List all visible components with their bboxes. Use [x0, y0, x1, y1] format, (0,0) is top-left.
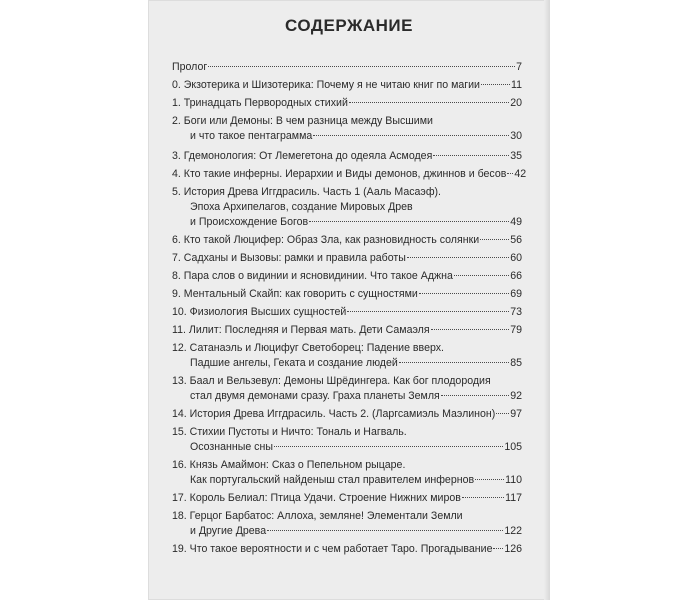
toc-entry[interactable] — [172, 78, 522, 93]
toc-entry[interactable] — [172, 458, 522, 488]
dot-leader — [208, 66, 515, 67]
toc-entry[interactable] — [172, 407, 522, 422]
toc-entry-title: Пролог — [172, 61, 208, 73]
dot-leader — [462, 497, 504, 498]
toc-line — [172, 129, 522, 144]
toc-entry[interactable] — [172, 491, 522, 506]
toc-line — [172, 233, 522, 248]
toc-entry-title: 16. Князь Амаймон: Сказ о Пепельном рыцаре. — [172, 459, 406, 471]
toc-line — [172, 149, 522, 164]
toc-entry-title: 13. Баал и Вельзевул: Демоны Шрёдингера. Как бог плодородия — [172, 375, 491, 387]
dot-leader — [433, 155, 509, 156]
toc-line — [172, 78, 522, 93]
toc-page-number: 7 — [516, 61, 522, 73]
table-of-contents — [172, 57, 527, 557]
toc-page-number: 117 — [505, 492, 522, 504]
toc-page-number: 110 — [505, 474, 522, 486]
toc-entry-title: 17. Король Белиал: Птица Удачи. Строение Нижних миров — [172, 492, 461, 504]
toc-page-number: 11 — [511, 79, 522, 91]
toc-entry-title: 3. Гдемонология: От Лемегетона до одеяла Асмодея — [172, 150, 433, 162]
toc-page-number: 66 — [510, 270, 522, 282]
toc-page-number: 56 — [510, 234, 522, 246]
toc-entry[interactable] — [172, 60, 522, 75]
toc-line — [172, 323, 522, 338]
dot-leader — [480, 239, 509, 240]
toc-entry-title: 5. История Древа Иггдрасиль. Часть 1 (Ааль Масаэф). — [172, 186, 442, 198]
toc-page-number: 126 — [504, 543, 522, 555]
dot-leader — [441, 395, 509, 396]
toc-entry[interactable] — [172, 323, 522, 338]
toc-entry-title: 9. Ментальный Скайп: как говорить с сущностями — [172, 288, 418, 300]
page-title: СОДЕРЖАНИЕ — [285, 16, 413, 35]
toc-page-number: 92 — [510, 390, 522, 402]
toc-line — [172, 524, 522, 539]
dot-leader — [496, 413, 509, 414]
toc-line — [172, 287, 522, 302]
toc-line — [172, 341, 522, 356]
dot-leader — [349, 102, 509, 103]
toc-page-number: 122 — [504, 525, 522, 537]
dot-leader — [507, 173, 513, 174]
toc-line — [172, 440, 522, 455]
toc-entry-title: 6. Кто такой Люцифер: Образ Зла, как разновидность солянки — [172, 234, 480, 246]
toc-line — [172, 269, 522, 284]
toc-page-number: 97 — [510, 408, 522, 420]
dot-leader — [407, 257, 509, 258]
toc-line — [172, 356, 522, 371]
dot-leader — [454, 275, 509, 276]
toc-entry[interactable] — [172, 374, 522, 404]
dot-leader — [309, 221, 509, 222]
toc-entry-title: 4. Кто такие инферны. Иерархии и Виды демонов, джиннов и бесов — [172, 168, 507, 180]
toc-line — [172, 251, 522, 266]
toc-entry-title: 8. Пара слов о видинии и ясновидинии. Что такое Аджна — [172, 270, 453, 282]
toc-line — [172, 407, 522, 422]
dot-leader — [399, 362, 509, 363]
toc-line — [172, 509, 522, 524]
toc-entry-title: 14. История Древа Иггдрасиль. Часть 2. (Ларгсамиэль Маэлинон) — [172, 408, 496, 420]
toc-entry[interactable] — [172, 251, 522, 266]
toc-entry-title: 15. Стихии Пустоты и Ничто: Тональ и Нагваль. — [172, 426, 407, 438]
toc-page-number: 60 — [510, 252, 522, 264]
toc-entry-title: Падшие ангелы, Геката и создание людей — [190, 357, 398, 369]
toc-page-number: 69 — [510, 288, 522, 300]
toc-page-number: 20 — [510, 97, 522, 109]
toc-line — [172, 114, 522, 129]
toc-entry-title: 1. Тринадцать Первородных стихий — [172, 97, 348, 109]
toc-entry-title: 11. Лилит: Последняя и Первая мать. Дети Самаэля — [172, 324, 430, 336]
dot-leader — [267, 530, 503, 531]
toc-line — [172, 542, 522, 557]
toc-line — [172, 491, 522, 506]
dot-leader — [313, 135, 509, 136]
toc-entry[interactable] — [172, 341, 522, 371]
toc-entry-title: стал двумя демонами сразу. Граха планеты Земля — [190, 390, 440, 402]
toc-entry[interactable] — [172, 287, 522, 302]
toc-entry-title: Осознанные сны — [190, 441, 273, 453]
dot-leader — [481, 84, 510, 85]
toc-entry-title: 7. Садханы и Вызовы: рамки и правила работы — [172, 252, 406, 264]
dot-leader — [274, 446, 503, 447]
toc-line — [172, 389, 522, 404]
toc-line — [172, 374, 522, 389]
toc-entry-title: и Происхождение Богов — [190, 216, 309, 228]
toc-entry-title: Эпоха Архипелагов, создание Мировых Древ — [190, 201, 413, 213]
toc-line — [172, 185, 522, 200]
toc-line — [172, 167, 527, 182]
toc-page-number: 49 — [510, 216, 522, 228]
toc-line — [172, 60, 522, 75]
toc-page-number: 35 — [510, 150, 522, 162]
dot-leader — [431, 329, 510, 330]
toc-entry-title: и что такое пентаграмма — [190, 130, 313, 142]
toc-entry[interactable] — [172, 185, 522, 230]
toc-entry[interactable] — [172, 233, 522, 248]
toc-entry-title: 12. Сатанаэль и Люцифуг Светоборец: Падение вверх. — [172, 342, 444, 354]
toc-page-number: 85 — [510, 357, 522, 369]
toc-line — [172, 425, 522, 440]
toc-entry[interactable] — [172, 425, 522, 455]
toc-entry-title: 18. Герцог Барбатос: Аллоха, земляне! Элементали Земли — [172, 510, 463, 522]
toc-line — [172, 458, 522, 473]
toc-entry-title: 2. Боги или Демоны: В чем разница между Высшими — [172, 115, 433, 127]
toc-page-number: 105 — [504, 441, 522, 453]
toc-entry-title: 0. Экзотерика и Шизотерика: Почему я не читаю книг по магии — [172, 79, 480, 91]
toc-page-number: 30 — [510, 130, 522, 142]
toc-entry-title: 10. Физиология Высших сущностей — [172, 306, 347, 318]
dot-leader — [493, 548, 503, 549]
toc-entry-title: и Другие Древа — [190, 525, 267, 537]
dot-leader — [475, 479, 504, 480]
toc-line — [172, 96, 522, 111]
toc-entry[interactable] — [172, 542, 522, 557]
toc-line — [172, 200, 522, 215]
toc-entry-title: Как португальский найденыш стал правителем инфернов — [190, 474, 475, 486]
toc-page-number: 42 — [514, 168, 527, 180]
toc-entry[interactable] — [172, 269, 522, 284]
toc-entry[interactable] — [172, 149, 522, 164]
toc-entry[interactable] — [172, 114, 522, 144]
toc-line — [172, 473, 522, 488]
toc-page-number: 73 — [510, 306, 522, 318]
toc-line — [172, 215, 522, 230]
toc-entry[interactable] — [172, 509, 522, 539]
dot-leader — [347, 311, 509, 312]
toc-line — [172, 305, 522, 320]
toc-entry[interactable] — [172, 96, 522, 111]
toc-entry[interactable] — [172, 305, 522, 320]
toc-entry-title: 19. Что такое вероятности и с чем работает Таро. Прогадывание — [172, 543, 493, 555]
toc-page-number: 79 — [510, 324, 522, 336]
toc-entry[interactable] — [172, 167, 527, 182]
dot-leader — [419, 293, 509, 294]
